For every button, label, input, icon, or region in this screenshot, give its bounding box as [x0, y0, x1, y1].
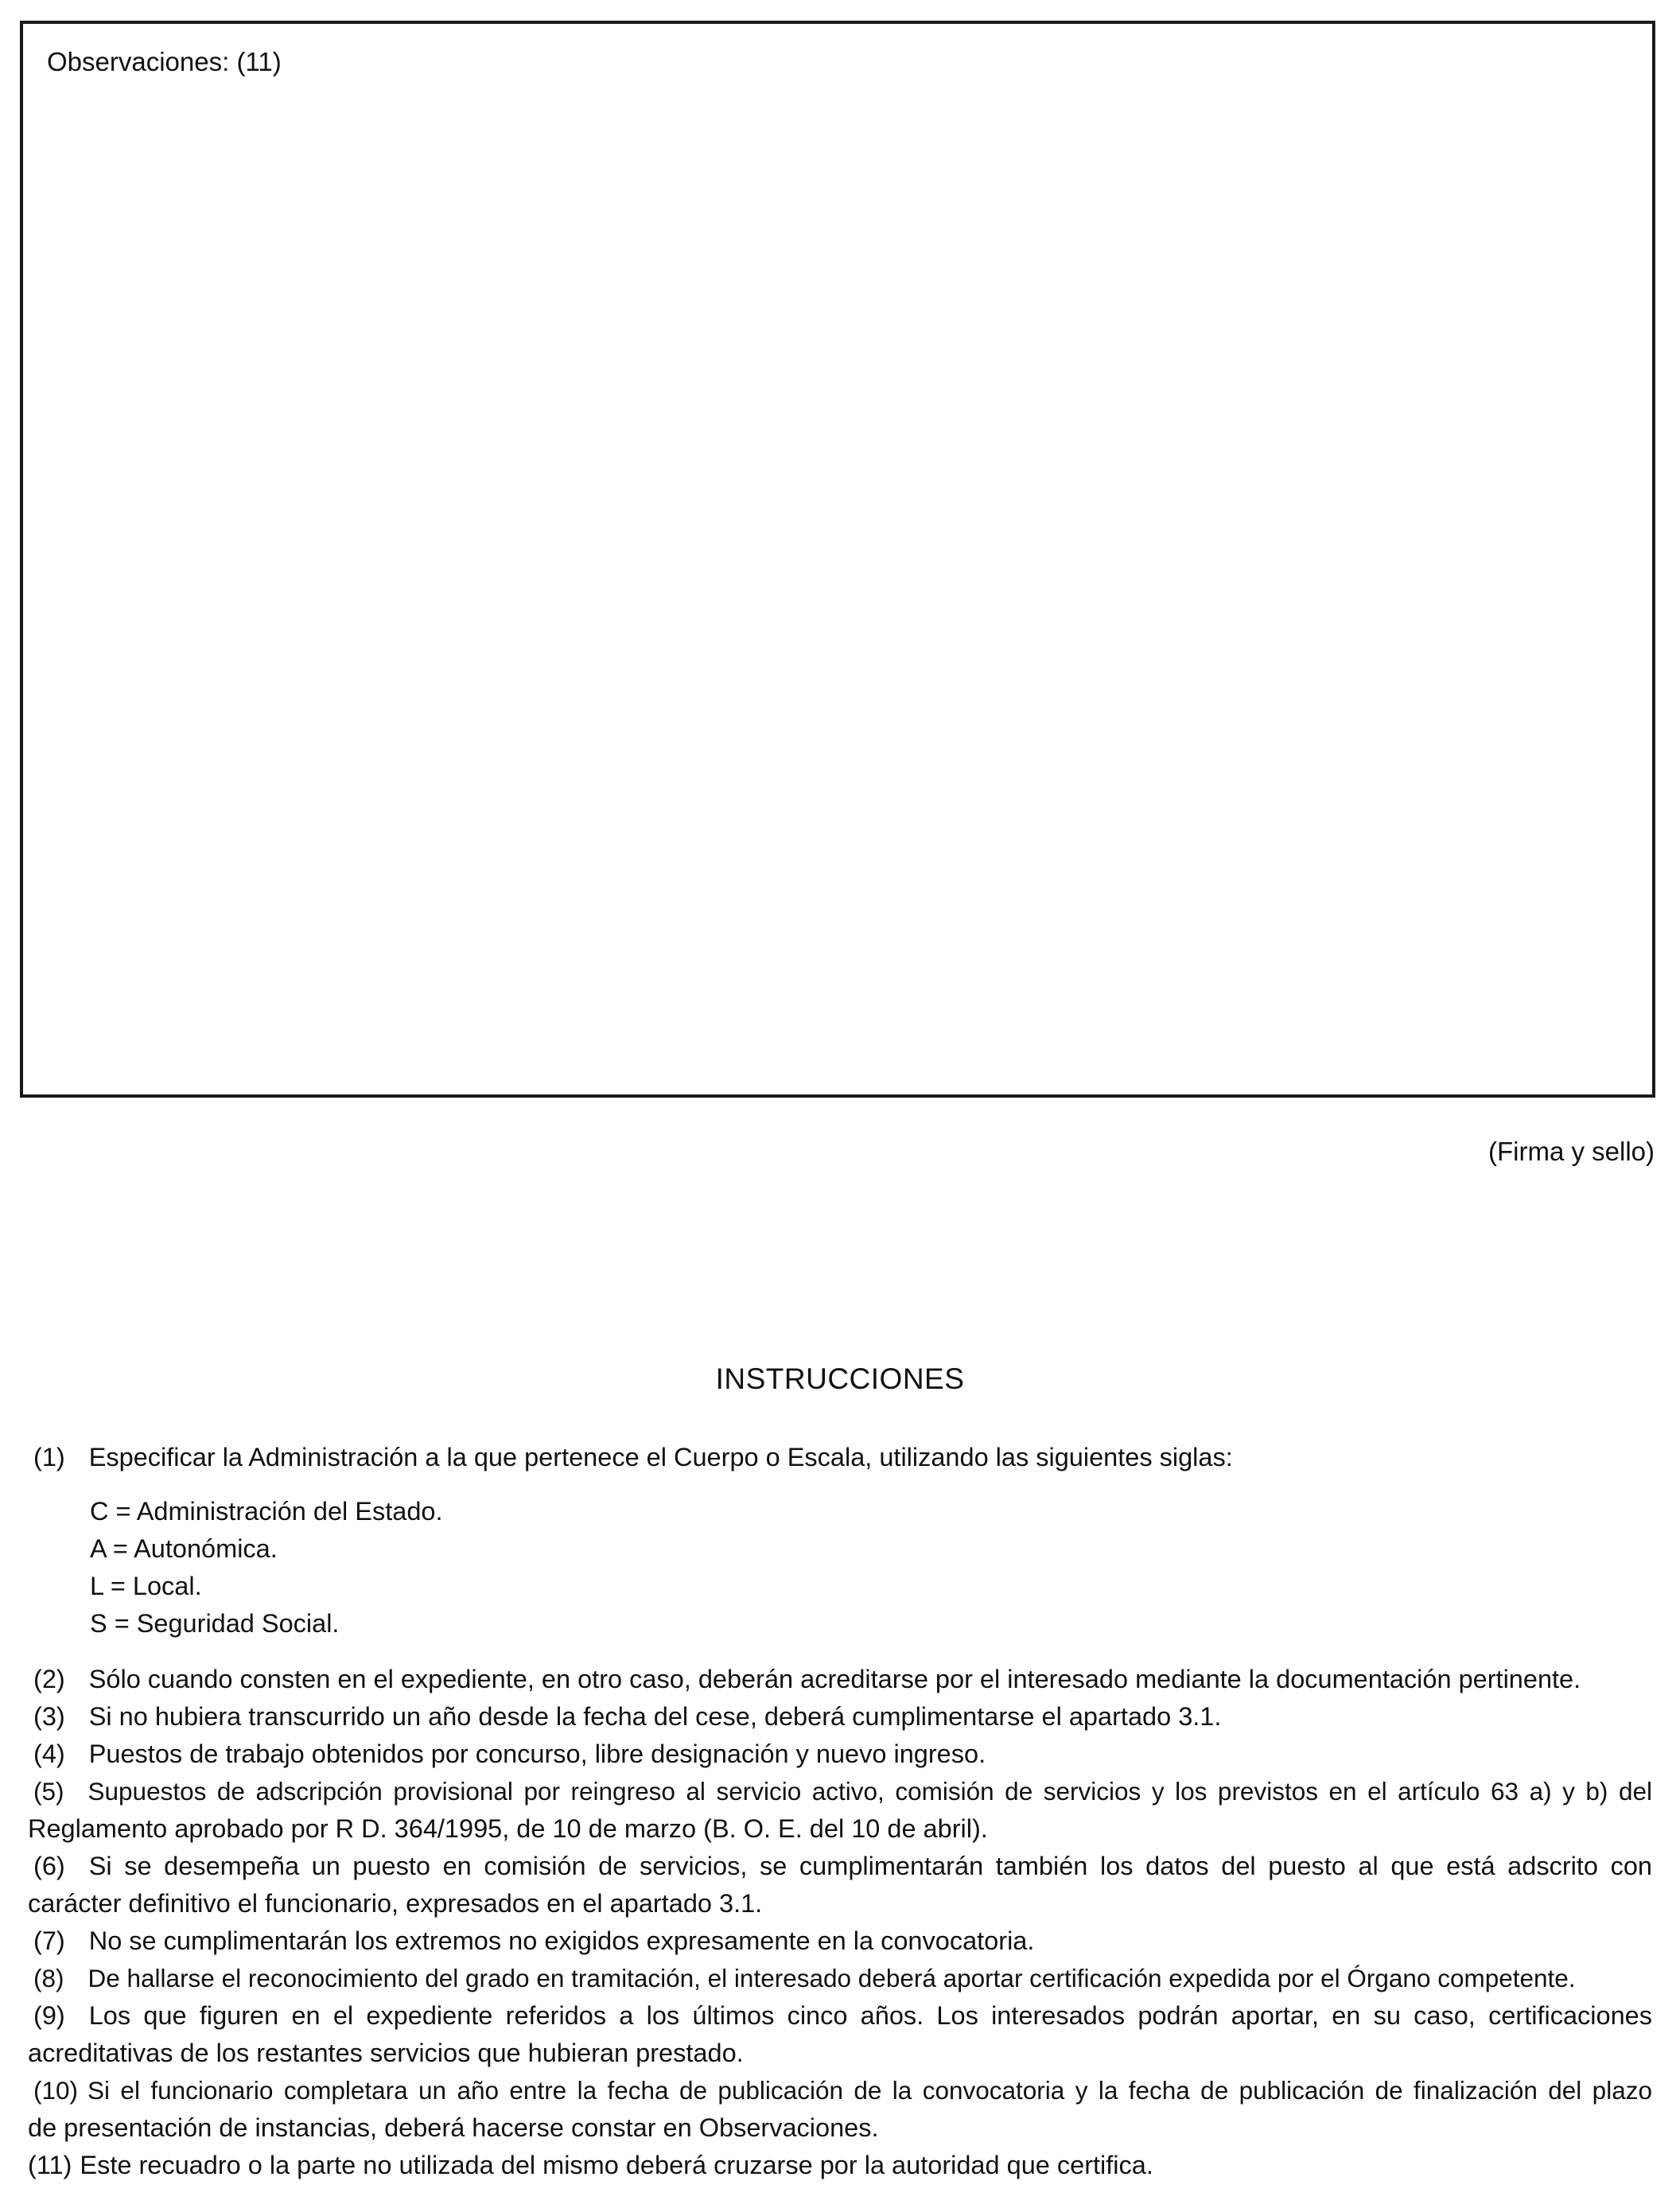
instruction-text: Si no hubiera transcurrido un año desde la fecha del cese, deberá cumplimentarse el apartado 3.1.: [88, 1702, 1222, 1731]
instruction-2: [33, 1663, 1581, 1695]
instruction-5-line1: [28, 1775, 1652, 1807]
instruction-1: [33, 1441, 1233, 1473]
instruction-text: Especificar la Administración a la que pertenece el Cuerpo o Escala, utilizando las siguientes siglas:: [88, 1443, 1233, 1471]
instrucciones-title: INSTRUCCIONES: [715, 1363, 965, 1395]
instruction-text: No se cumplimentarán los extremos no exigidos expresamente en la convocatoria.: [88, 1926, 1035, 1955]
instruction-text: Este recuadro o la parte no utilizada del mismo deberá cruzarse por la autoridad que certifica.: [80, 2151, 1153, 2179]
instruction-number: (3): [33, 1702, 65, 1731]
instruction-3: [33, 1701, 1221, 1732]
instruction-text: Sólo cuando consten en el expediente, en otro caso, deberán acreditarse por el interesado mediante la documentación pertinente.: [88, 1665, 1581, 1693]
instruction-number: (7): [33, 1926, 65, 1955]
sigla-c: C = Administración del Estado.: [90, 1497, 443, 1526]
sigla-l: L = Local.: [90, 1572, 202, 1600]
instruction-text: Puestos de trabajo obtenidos por concurso, libre designación y nuevo ingreso.: [88, 1740, 986, 1768]
instruction-number: (2): [33, 1665, 65, 1693]
instruction-5-line2: Reglamento aprobado por R D. 364/1995, de 10 de marzo (B. O. E. del 10 de abril).: [28, 1814, 988, 1843]
instruction-10-line1: [28, 2074, 1652, 2106]
instruction-text: Los que figuren en el expediente referidos a los últimos cinco años. Los interesados podrán aportar, en su caso, certificaciones: [88, 2001, 1652, 2030]
instruction-number: (8): [33, 1964, 64, 1992]
instruction-number: (10): [33, 2076, 79, 2105]
instruction-number: (6): [33, 1852, 65, 1880]
instruction-9-line1: [28, 2000, 1652, 2031]
instruction-6-line2: carácter definitivo el funcionario, expresados en el apartado 3.1.: [28, 1889, 763, 1918]
sigla-a: A = Autonómica.: [90, 1534, 278, 1563]
instruction-number: (5): [33, 1777, 64, 1806]
instruction-text: Si el funcionario completara un año entre la fecha de publicación de la convocatoria y la fecha de publicación de finalización del plazo: [88, 2076, 1652, 2105]
observaciones-label: Observaciones: (11): [47, 47, 282, 76]
instruction-4: [33, 1738, 986, 1770]
instruction-number: (9): [33, 2001, 65, 2030]
observaciones-box[interactable]: [20, 21, 1655, 1098]
sigla-s: S = Seguridad Social.: [90, 1609, 340, 1638]
instruction-text: Si se desempeña un puesto en comisión de servicios, se cumplimentarán también los datos del puesto al que está adscrito con: [88, 1852, 1652, 1880]
instruction-11: [28, 2149, 1153, 2181]
instruction-number: (4): [33, 1740, 65, 1768]
instruction-10-line2: de presentación de instancias, deberá hacerse constar en Observaciones.: [28, 2113, 879, 2142]
instruction-text: De hallarse el reconocimiento del grado en tramitación, el interesado deberá aportar certificación expedida por el Órgano competente.: [88, 1964, 1576, 1992]
instruction-9-line2: acreditativas de los restantes servicios que hubieran prestado.: [28, 2039, 744, 2067]
instruction-6-line1: [28, 1850, 1652, 1882]
firma-y-sello: (Firma y sello): [1488, 1137, 1655, 1166]
instruction-number: (1): [33, 1443, 65, 1471]
instruction-number: (11): [28, 2151, 72, 2179]
instruction-8: [33, 1962, 1576, 1994]
instruction-7: [33, 1925, 1034, 1957]
instruction-text: Supuestos de adscripción provisional por reingreso al servicio activo, comisión de servicios y los previstos en el artículo 63 a) y b) del: [88, 1777, 1652, 1806]
